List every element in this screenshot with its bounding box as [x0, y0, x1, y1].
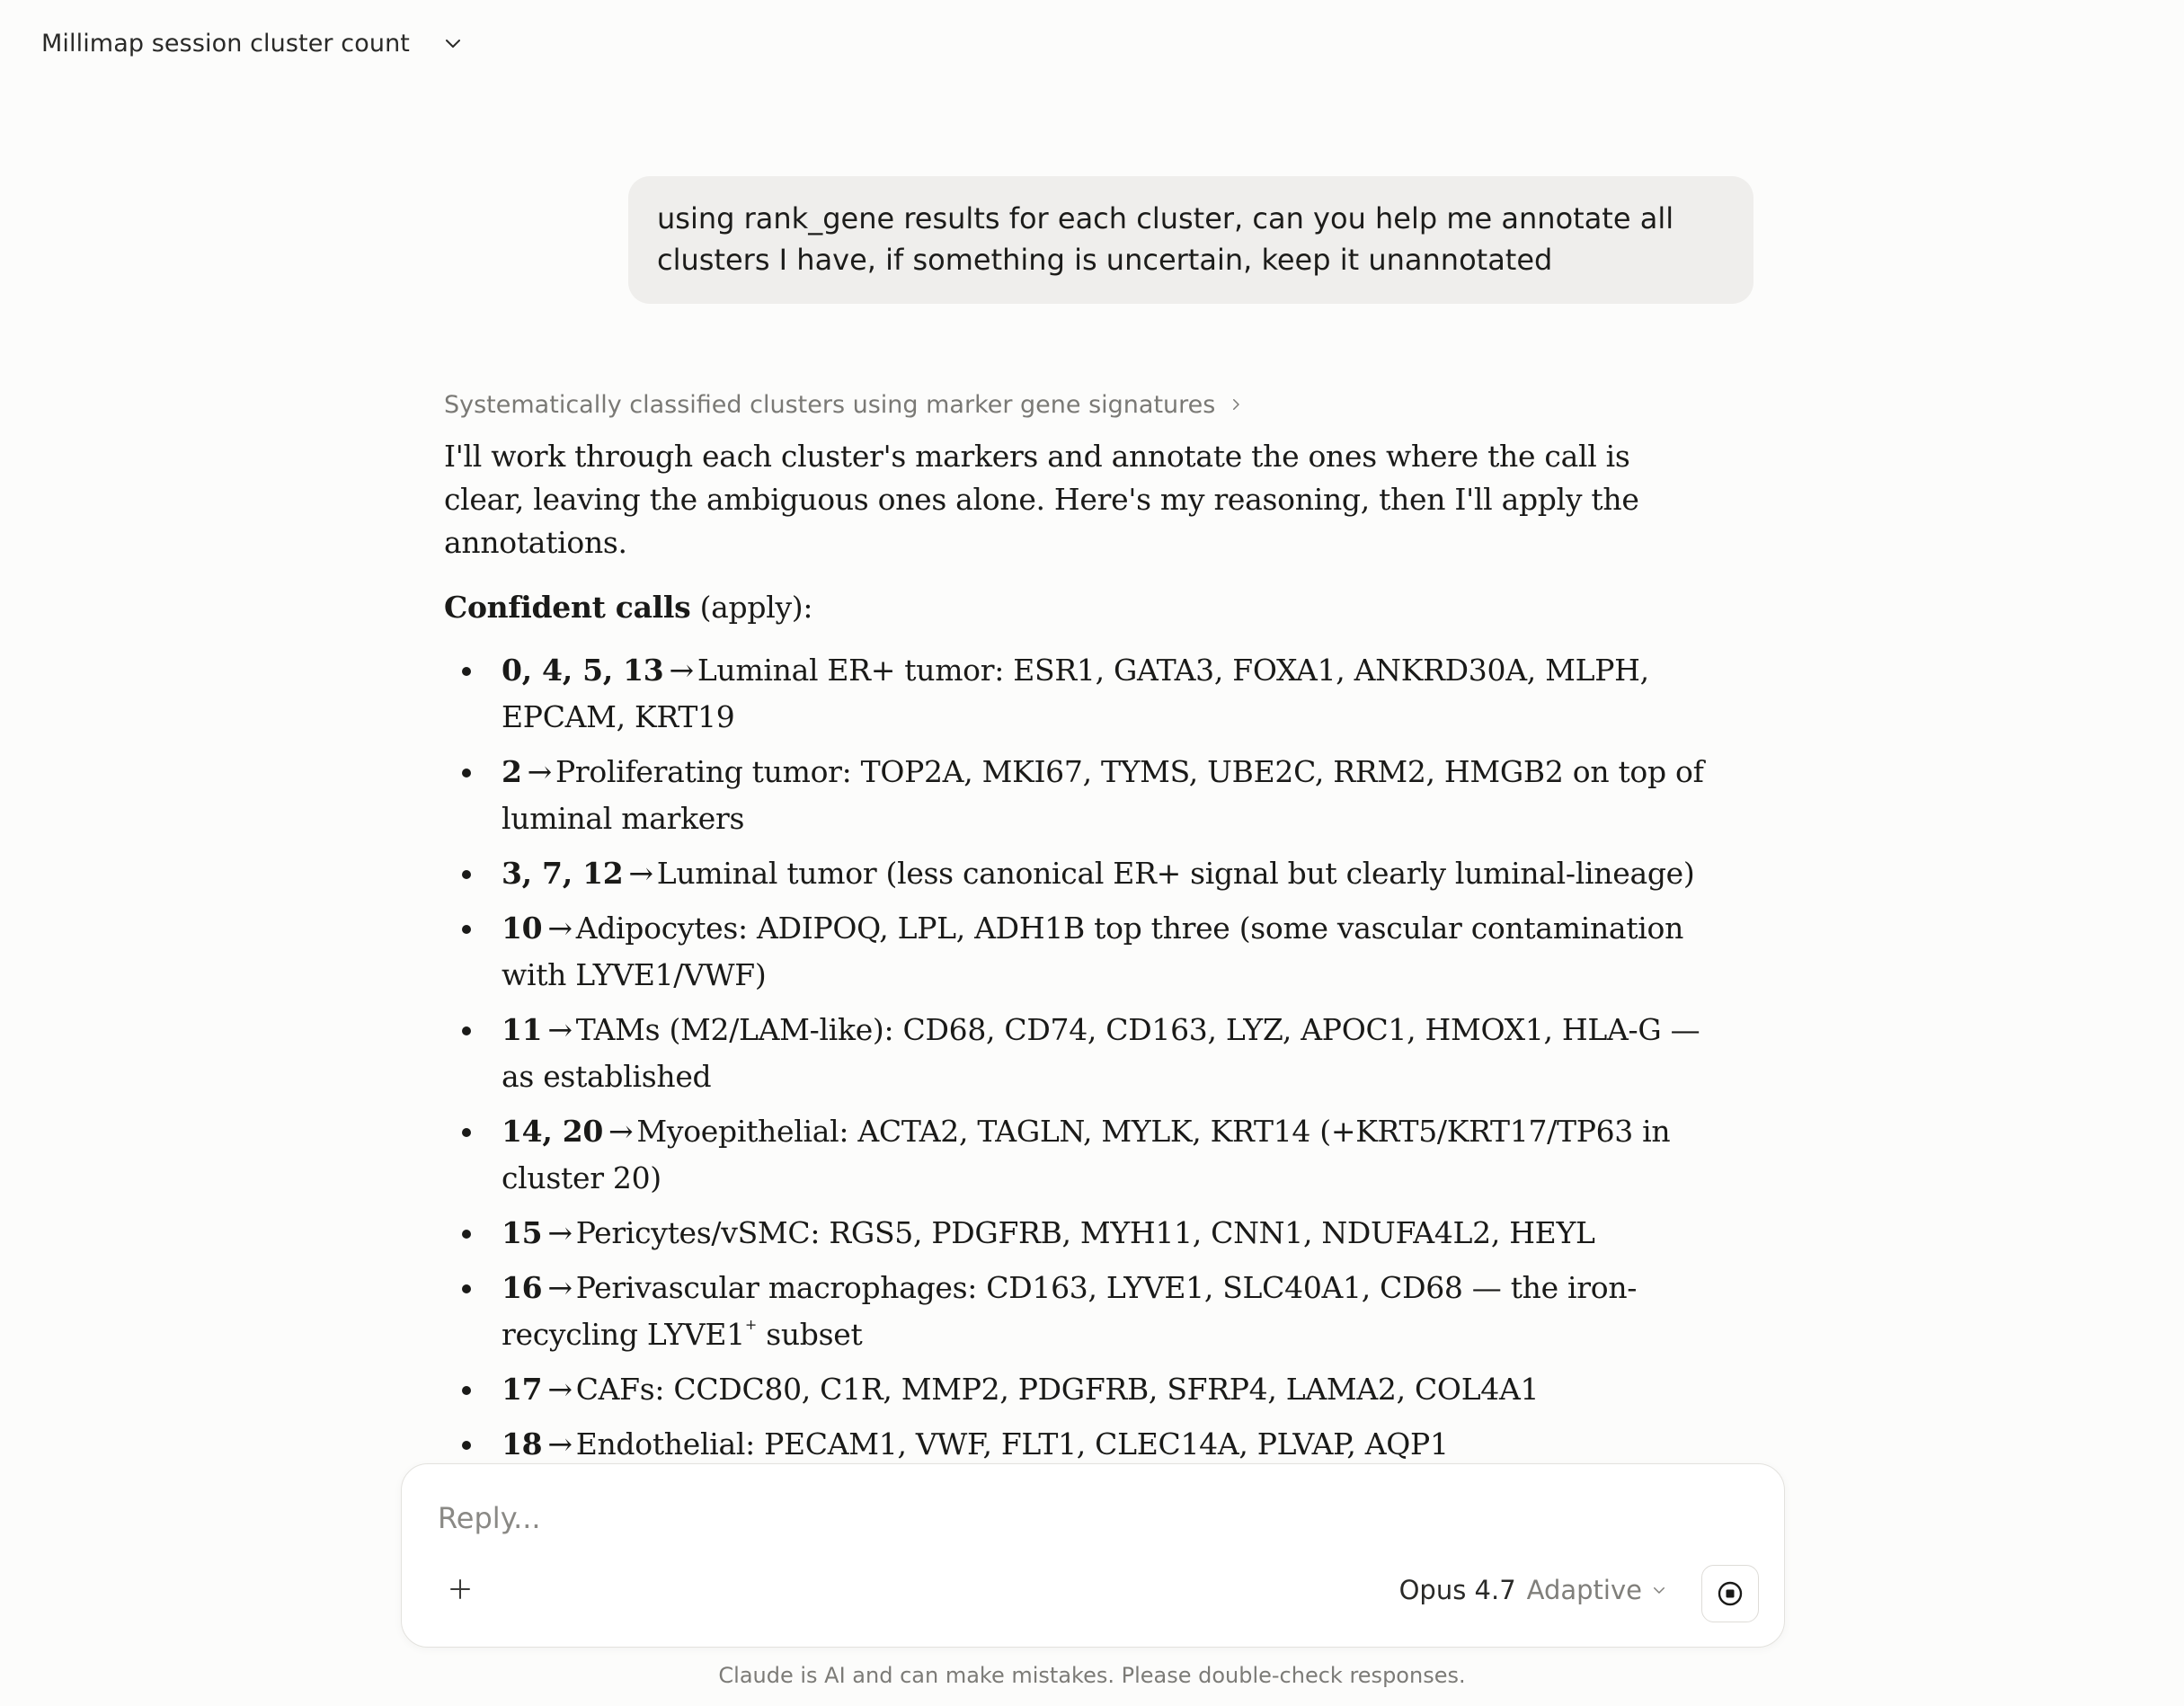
arrow-right-icon: → [527, 754, 553, 789]
arrow-right-icon: → [608, 1114, 634, 1149]
cluster-ids: 18 [502, 1426, 543, 1462]
thinking-summary-text: Systematically classified clusters using marker gene signatures [444, 390, 1216, 419]
cluster-annotation: CAFs: CCDC80, C1R, MMP2, PDGFRB, SFRP4, LAMA2, COL4A1 [575, 1372, 1540, 1407]
cluster-call-item [444, 1265, 1711, 1358]
cluster-annotation: Pericytes/vSMC: RGS5, PDGFRB, MYH11, CNN1, NDUFA4L2, HEYL [575, 1215, 1595, 1250]
add-attachment-button[interactable] [439, 1568, 481, 1610]
section-heading [444, 586, 1711, 629]
arrow-right-icon: → [669, 653, 694, 688]
cluster-ids: 3, 7, 12 [502, 856, 624, 891]
cluster-annotation: Myoepithelial: ACTA2, TAGLN, MYLK, KRT14 (+KRT5/KRT17/TP63 in cluster 20) [502, 1114, 1671, 1195]
stop-button[interactable] [1701, 1565, 1759, 1622]
cluster-ids: 2 [502, 754, 522, 789]
model-name: Opus 4.7 [1398, 1575, 1516, 1605]
response-intro: I'll work through each cluster's markers and annotate the ones where the call is clear, leaving the ambiguous ones alone. Here's my reasoning, then I'll apply the annotations. [444, 439, 1639, 560]
section-heading-rest: (apply): [690, 590, 813, 625]
cluster-call-item [444, 1007, 1711, 1100]
cluster-ids: 10 [502, 911, 543, 946]
conversation-area[interactable] [0, 86, 2184, 1471]
thinking-summary-toggle[interactable] [444, 387, 1711, 422]
arrow-right-icon: → [547, 1426, 573, 1462]
cluster-annotation: Proliferating tumor: TOP2A, MKI67, TYMS, UBE2C, RRM2, HMGB2 on top of luminal markers [502, 754, 1704, 836]
cluster-ids: 11 [502, 1012, 543, 1047]
arrow-right-icon: → [628, 856, 653, 891]
section-heading-bold: Confident calls [444, 590, 691, 625]
cluster-annotation-tail: subset [757, 1317, 863, 1352]
top-bar [0, 0, 2184, 86]
cluster-ids: 17 [502, 1372, 543, 1407]
arrow-right-icon: → [547, 1215, 573, 1250]
confident-calls-list [444, 647, 1711, 1523]
reply-composer [401, 1463, 1785, 1648]
cluster-annotation: Luminal ER+ tumor: ESR1, GATA3, FOXA1, ANKRD30A, MLPH, EPCAM, KRT19 [502, 653, 1649, 734]
cluster-annotation: Perivascular macrophages: CD163, LYVE1, SLC40A1, CD68 — the iron-recycling LYVE1 [502, 1270, 1638, 1352]
cluster-ids: 0, 4, 5, 13 [502, 653, 664, 688]
superscript: + [744, 1316, 758, 1333]
user-message-text: using rank_gene results for each cluster, can you help me annotate all clusters I have, if something is uncertain, keep it unannotated [657, 201, 1674, 277]
cluster-ids: 15 [502, 1215, 543, 1250]
cluster-call-item [444, 647, 1711, 741]
chat-title[interactable]: Millimap session cluster count [41, 29, 410, 58]
plus-icon [447, 1576, 474, 1603]
arrow-right-icon: → [547, 1012, 573, 1047]
chevron-down-icon [442, 32, 464, 54]
cluster-ids: 14, 20 [502, 1114, 604, 1149]
cluster-annotation: TAMs (M2/LAM-like): CD68, CD74, CD163, LYZ, APOC1, HMOX1, HLA-G — as established [502, 1012, 1700, 1094]
stop-icon [1717, 1580, 1744, 1607]
arrow-right-icon: → [547, 911, 573, 946]
cluster-call-item [444, 749, 1711, 842]
arrow-right-icon: → [547, 1270, 573, 1305]
reply-input[interactable] [438, 1497, 1696, 1540]
cluster-call-item [444, 1108, 1711, 1202]
cluster-call-item [444, 850, 1711, 897]
cluster-call-item [444, 905, 1711, 999]
cluster-call-item [444, 1366, 1711, 1413]
assistant-message [444, 387, 1711, 1531]
cluster-annotation: Adipocytes: ADIPOQ, LPL, ADH1B top three (some vascular contamination with LYVE1/VWF) [502, 911, 1684, 992]
cluster-call-item [444, 1210, 1711, 1257]
chat-options-button[interactable] [435, 25, 471, 61]
user-message [628, 176, 1753, 304]
cluster-annotation: Luminal tumor (less canonical ER+ signal but clearly luminal-lineage) [656, 856, 1695, 891]
cluster-ids: 16 [502, 1270, 543, 1305]
model-mode: Adaptive [1526, 1575, 1642, 1605]
cluster-annotation: Endothelial: PECAM1, VWF, FLT1, CLEC14A, PLVAP, AQP1 [575, 1426, 1449, 1462]
arrow-right-icon: → [547, 1372, 573, 1407]
cluster-call-item [444, 1421, 1711, 1468]
chevron-right-icon [1228, 396, 1244, 413]
assistant-response [444, 435, 1711, 1523]
chevron-down-icon [1651, 1582, 1667, 1598]
model-selector[interactable] [1399, 1570, 1667, 1610]
disclaimer: Claude is AI and can make mistakes. Please double-check responses. [718, 1663, 1466, 1688]
